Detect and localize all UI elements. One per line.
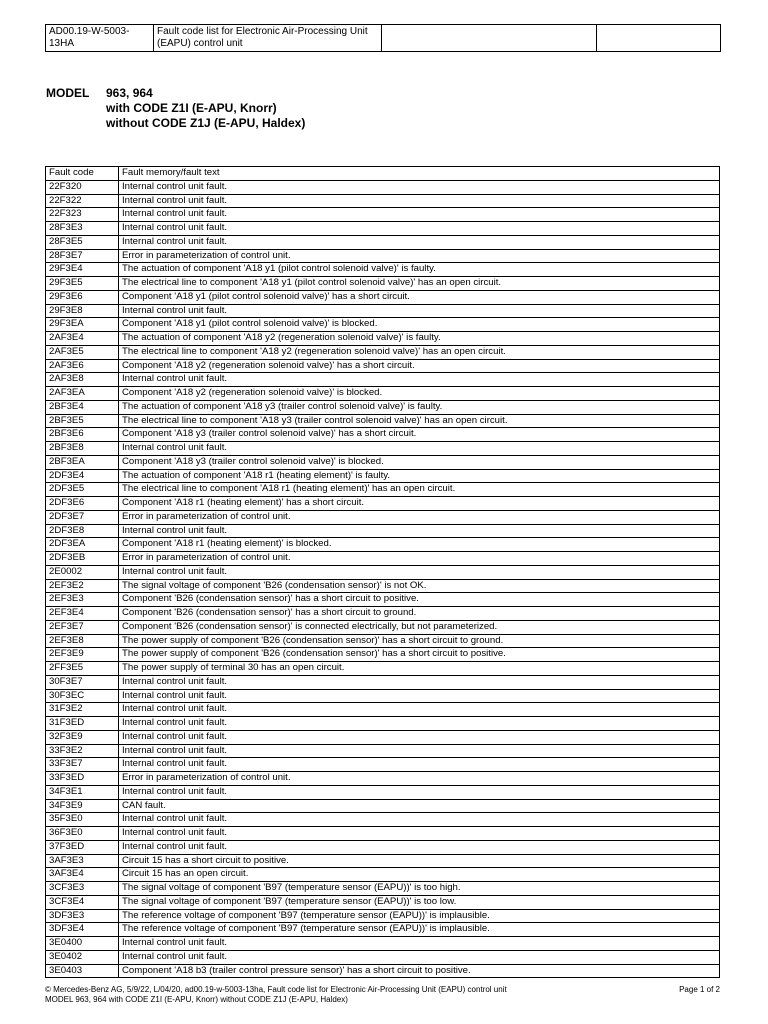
fault-text-cell: The signal voltage of component 'B97 (temperature sensor (EAPU))' is too high. [119, 882, 720, 896]
fault-text-cell: Internal control unit fault. [119, 717, 720, 731]
table-row [46, 332, 720, 346]
fault-text-cell: Internal control unit fault. [119, 565, 720, 579]
fault-code-cell: 36F3E0 [46, 827, 119, 841]
fault-text-cell: Internal control unit fault. [119, 194, 720, 208]
fault-text-cell: Internal control unit fault. [119, 758, 720, 772]
fault-text-cell: Internal control unit fault. [119, 813, 720, 827]
fault-code-cell: 35F3E0 [46, 813, 119, 827]
fault-code-cell: 22F322 [46, 194, 119, 208]
fault-code-cell: 2FF3E5 [46, 662, 119, 676]
table-row [46, 675, 720, 689]
fault-code-cell: 3AF3E4 [46, 868, 119, 882]
fault-code-cell: 3E0403 [46, 964, 119, 978]
table-row [46, 345, 720, 359]
fault-text-cell: The reference voltage of component 'B97 (temperature sensor (EAPU))' is implausible. [119, 923, 720, 937]
fault-code-cell: 2BF3EA [46, 455, 119, 469]
table-row [46, 909, 720, 923]
table-row [46, 813, 720, 827]
table-row [46, 579, 720, 593]
table-row [46, 524, 720, 538]
table-row [46, 373, 720, 387]
fault-text-cell: Error in parameterization of control unit. [119, 772, 720, 786]
fault-code-cell: 30F3E7 [46, 675, 119, 689]
fault-code-cell: 22F320 [46, 180, 119, 194]
fault-code-cell: 2BF3E4 [46, 400, 119, 414]
fault-code-cell: 32F3E9 [46, 730, 119, 744]
fault-text-cell: The actuation of component 'A18 y1 (pilot control solenoid valve)' is faulty. [119, 263, 720, 277]
fault-text-cell: The electrical line to component 'A18 y3 (trailer control solenoid valve)' has an open circuit. [119, 414, 720, 428]
header-empty-cell [382, 25, 597, 52]
table-row [46, 510, 720, 524]
fault-text-cell: Component 'A18 r1 (heating element)' has a short circuit. [119, 497, 720, 511]
fault-text-cell: Internal control unit fault. [119, 703, 720, 717]
table-header-row [46, 167, 720, 181]
fault-code-cell: 33F3E2 [46, 744, 119, 758]
table-row [46, 290, 720, 304]
fault-text-cell: Circuit 15 has an open circuit. [119, 868, 720, 882]
footer-model: MODEL 963, 964 with CODE Z1I (E-APU, Knorr) without CODE Z1J (E-APU, Haldex) [45, 995, 348, 1004]
fault-text-cell: Internal control unit fault. [119, 442, 720, 456]
fault-text-cell: Error in parameterization of control unit. [119, 510, 720, 524]
fault-code-cell: 2EF3E9 [46, 648, 119, 662]
fault-code-cell: 31F3E2 [46, 703, 119, 717]
table-row [46, 923, 720, 937]
fault-code-cell: 2AF3E6 [46, 359, 119, 373]
fault-text-cell: Internal control unit fault. [119, 304, 720, 318]
fault-code-cell: 29F3E6 [46, 290, 119, 304]
fault-text-cell: Internal control unit fault. [119, 840, 720, 854]
fault-text-cell: Internal control unit fault. [119, 937, 720, 951]
footer-copyright: © Mercedes-Benz AG, 5/9/22, L/04/20, ad00.19-w-5003-13ha, Fault code list for Electronic Air-Processing Unit (EAPU) control unit [45, 985, 507, 994]
table-row [46, 387, 720, 401]
fault-text-cell: Internal control unit fault. [119, 235, 720, 249]
fault-text-cell: Component 'A18 y2 (regeneration solenoid valve)' is blocked. [119, 387, 720, 401]
table-row [46, 895, 720, 909]
fault-text-cell: Component 'A18 y3 (trailer control solenoid valve)' has a short circuit. [119, 428, 720, 442]
fault-text-cell: Internal control unit fault. [119, 675, 720, 689]
fault-text-cell: Component 'B26 (condensation sensor)' has a short circuit to ground. [119, 607, 720, 621]
fault-code-cell: 2DF3E6 [46, 497, 119, 511]
table-row [46, 799, 720, 813]
fault-text-cell: The signal voltage of component 'B26 (condensation sensor)' is not OK. [119, 579, 720, 593]
fault-code-cell: 28F3E7 [46, 249, 119, 263]
table-row [46, 607, 720, 621]
table-row [46, 483, 720, 497]
fault-code-cell: 34F3E1 [46, 785, 119, 799]
fault-text-cell: Internal control unit fault. [119, 180, 720, 194]
table-row [46, 222, 720, 236]
fault-text-cell: The actuation of component 'A18 y2 (regeneration solenoid valve)' is faulty. [119, 332, 720, 346]
fault-text-cell: Internal control unit fault. [119, 524, 720, 538]
fault-text-cell: CAN fault. [119, 799, 720, 813]
table-row [46, 249, 720, 263]
fault-text-cell: The actuation of component 'A18 y3 (trailer control solenoid valve)' is faulty. [119, 400, 720, 414]
fault-code-cell: 2BF3E8 [46, 442, 119, 456]
column-header-fault-code: Fault code [46, 167, 119, 181]
table-row [46, 772, 720, 786]
table-row [46, 180, 720, 194]
fault-code-cell: 2EF3E3 [46, 593, 119, 607]
table-row [46, 359, 720, 373]
fault-text-cell: Component 'A18 r1 (heating element)' is blocked. [119, 538, 720, 552]
fault-code-cell: 29F3E4 [46, 263, 119, 277]
fault-code-cell: 3E0402 [46, 950, 119, 964]
fault-text-cell: Component 'A18 y3 (trailer control solenoid valve)' is blocked. [119, 455, 720, 469]
fault-code-cell: 28F3E5 [46, 235, 119, 249]
fault-text-cell: Component 'B26 (condensation sensor)' has a short circuit to positive. [119, 593, 720, 607]
table-row [46, 964, 720, 978]
table-row [46, 263, 720, 277]
fault-code-cell: 3E0400 [46, 937, 119, 951]
fault-text-cell: The signal voltage of component 'B97 (temperature sensor (EAPU))' is too low. [119, 895, 720, 909]
fault-text-cell: Internal control unit fault. [119, 208, 720, 222]
fault-text-cell: The electrical line to component 'A18 y2 (regeneration solenoid valve)' has an open circuit. [119, 345, 720, 359]
model-numbers: 963, 964 [106, 86, 153, 100]
fault-text-cell: Internal control unit fault. [119, 744, 720, 758]
fault-code-cell: 3AF3E3 [46, 854, 119, 868]
fault-code-cell: 2DF3E5 [46, 483, 119, 497]
table-row [46, 785, 720, 799]
fault-text-cell: Internal control unit fault. [119, 827, 720, 841]
fault-text-cell: Component 'A18 y1 (pilot control solenoid valve)' has a short circuit. [119, 290, 720, 304]
fault-code-cell: 2DF3EB [46, 552, 119, 566]
fault-code-cell: 2E0002 [46, 565, 119, 579]
fault-text-cell: Internal control unit fault. [119, 950, 720, 964]
table-row [46, 620, 720, 634]
fault-code-cell: 3DF3E4 [46, 923, 119, 937]
fault-text-cell: The electrical line to component 'A18 y1 (pilot control solenoid valve)' has an open circuit. [119, 277, 720, 291]
fault-code-cell: 2DF3EA [46, 538, 119, 552]
fault-code-cell: 2EF3E8 [46, 634, 119, 648]
table-row [46, 703, 720, 717]
fault-text-cell: Component 'B26 (condensation sensor)' is connected electrically, but not parameterized. [119, 620, 720, 634]
table-row [46, 277, 720, 291]
fault-code-cell: 2DF3E4 [46, 469, 119, 483]
fault-text-cell: The power supply of component 'B26 (condensation sensor)' has a short circuit to ground. [119, 634, 720, 648]
fault-code-cell: 3CF3E4 [46, 895, 119, 909]
page-number: Page 1 of 2 [679, 985, 720, 994]
table-row [46, 304, 720, 318]
fault-code-cell: 3CF3E3 [46, 882, 119, 896]
table-row [46, 414, 720, 428]
fault-text-cell: The actuation of component 'A18 r1 (heating element)' is faulty. [119, 469, 720, 483]
table-row [46, 730, 720, 744]
fault-code-cell: 2AF3EA [46, 387, 119, 401]
fault-text-cell: The electrical line to component 'A18 r1 (heating element)' has an open circuit. [119, 483, 720, 497]
fault-code-cell: 2BF3E6 [46, 428, 119, 442]
table-row [46, 428, 720, 442]
table-row [46, 882, 720, 896]
table-row [46, 235, 720, 249]
fault-code-cell: 29F3E5 [46, 277, 119, 291]
table-row [46, 318, 720, 332]
fault-text-cell: Component 'A18 y1 (pilot control solenoid valve)' is blocked. [119, 318, 720, 332]
table-row [46, 868, 720, 882]
table-row [46, 455, 720, 469]
model-block [46, 86, 305, 131]
table-row [46, 593, 720, 607]
table-row [46, 194, 720, 208]
table-row [46, 208, 720, 222]
table-row [46, 950, 720, 964]
fault-code-cell: 31F3ED [46, 717, 119, 731]
fault-code-cell: 2AF3E8 [46, 373, 119, 387]
fault-code-cell: 3DF3E3 [46, 909, 119, 923]
table-row [46, 648, 720, 662]
table-row [46, 689, 720, 703]
fault-code-cell: 30F3EC [46, 689, 119, 703]
fault-code-cell: 2DF3E8 [46, 524, 119, 538]
fault-code-table [45, 166, 720, 978]
table-row [46, 497, 720, 511]
fault-text-cell: Internal control unit fault. [119, 730, 720, 744]
table-row [46, 442, 720, 456]
fault-text-cell: Error in parameterization of control unit. [119, 552, 720, 566]
fault-code-cell: 37F3ED [46, 840, 119, 854]
fault-code-cell: 29F3E8 [46, 304, 119, 318]
document-code: AD00.19-W-5003-13HA [46, 25, 154, 52]
fault-text-cell: Internal control unit fault. [119, 222, 720, 236]
table-row [46, 538, 720, 552]
fault-text-cell: The reference voltage of component 'B97 (temperature sensor (EAPU))' is implausible. [119, 909, 720, 923]
fault-text-cell: The power supply of component 'B26 (condensation sensor)' has a short circuit to positive. [119, 648, 720, 662]
table-row [46, 840, 720, 854]
fault-code-cell: 2AF3E4 [46, 332, 119, 346]
fault-code-cell: 2DF3E7 [46, 510, 119, 524]
fault-code-cell: 33F3E7 [46, 758, 119, 772]
page-footer [45, 985, 720, 1005]
table-row [46, 717, 720, 731]
fault-text-cell: Component 'A18 b3 (trailer control pressure sensor)' has a short circuit to positive. [119, 964, 720, 978]
table-row [46, 400, 720, 414]
table-row [46, 937, 720, 951]
document-header [45, 24, 721, 52]
fault-text-cell: Internal control unit fault. [119, 689, 720, 703]
fault-text-cell: Circuit 15 has a short circuit to positive. [119, 854, 720, 868]
model-label: MODEL [46, 86, 90, 100]
fault-text-cell: Internal control unit fault. [119, 785, 720, 799]
fault-code-cell: 22F323 [46, 208, 119, 222]
fault-code-cell: 2EF3E7 [46, 620, 119, 634]
model-with-code: with CODE Z1I (E-APU, Knorr) [106, 101, 277, 115]
fault-code-cell: 29F3EA [46, 318, 119, 332]
fault-code-cell: 2EF3E2 [46, 579, 119, 593]
column-header-fault-text: Fault memory/fault text [119, 167, 720, 181]
table-row [46, 662, 720, 676]
table-row [46, 634, 720, 648]
table-row [46, 854, 720, 868]
fault-code-cell: 33F3ED [46, 772, 119, 786]
table-row [46, 827, 720, 841]
fault-code-cell: 34F3E9 [46, 799, 119, 813]
fault-code-cell: 2EF3E4 [46, 607, 119, 621]
table-row [46, 758, 720, 772]
model-without-code: without CODE Z1J (E-APU, Haldex) [106, 116, 306, 130]
fault-code-cell: 28F3E3 [46, 222, 119, 236]
fault-text-cell: The power supply of terminal 30 has an open circuit. [119, 662, 720, 676]
table-row [46, 552, 720, 566]
fault-text-cell: Internal control unit fault. [119, 373, 720, 387]
table-row [46, 565, 720, 579]
header-empty-cell [597, 25, 721, 52]
table-row [46, 469, 720, 483]
fault-text-cell: Error in parameterization of control unit. [119, 249, 720, 263]
fault-code-cell: 2AF3E5 [46, 345, 119, 359]
table-row [46, 744, 720, 758]
document-title: Fault code list for Electronic Air-Processing Unit (EAPU) control unit [154, 25, 382, 52]
fault-text-cell: Component 'A18 y2 (regeneration solenoid valve)' has a short circuit. [119, 359, 720, 373]
fault-code-cell: 2BF3E5 [46, 414, 119, 428]
